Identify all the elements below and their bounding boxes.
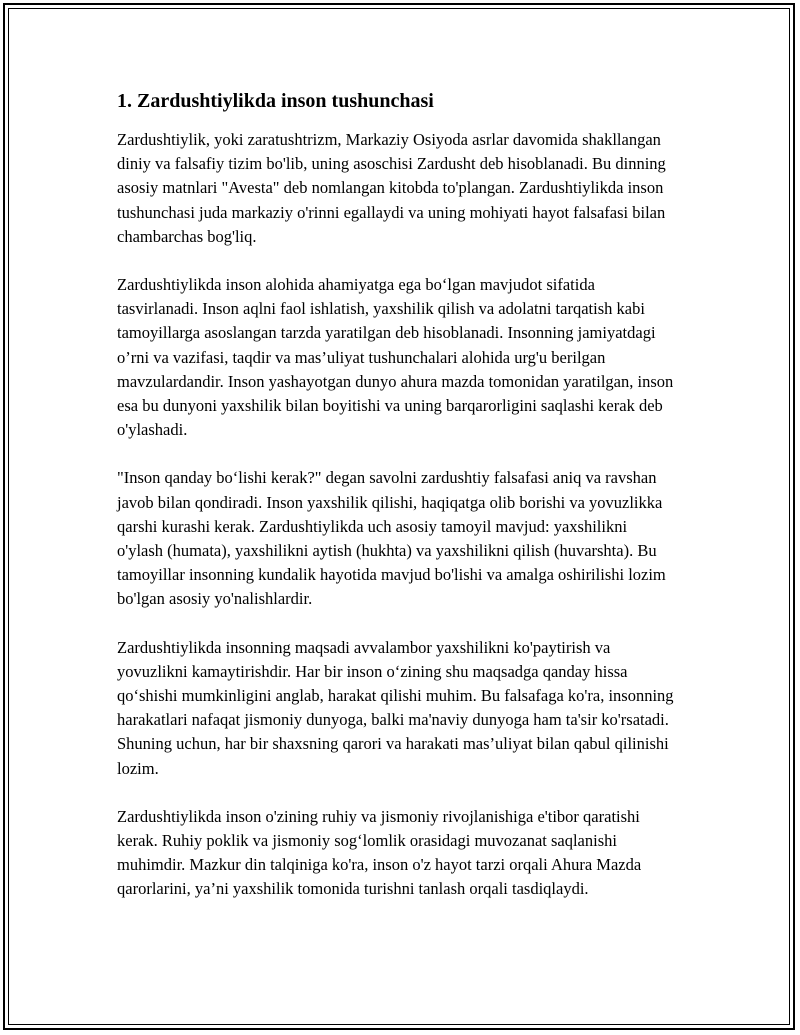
document-body — [117, 88, 677, 926]
paragraph-2: Zardushtiylikda inson alohida ahamiyatga ega bo‘lgan mavjudot sifatida tasvirlanadi. Inson aqlni faol ishlatish, yaxshilik qilish va adolatni tarqatish kabi tamoyillarga asoslangan tarzda yaratilgan deb hisoblanadi. Insonning jamiyatdagi o’rni va vazifasi, taqdir va mas’uliyat tushunchalari alohida urg'u berilgan mavzulardandir. Inson yashayotgan dunyo ahura mazda tomonidan yaratilgan, inson esa bu dunyoni yaxshilik bilan boyitishi va uning barqarorligini saqlashi kerak deb o'ylashadi. — [117, 275, 674, 440]
section-title: 1. Zardushtiylikda inson tushunchasi — [117, 90, 434, 112]
paragraph-5: Zardushtiylikda inson o'zining ruhiy va jismoniy rivojlanishiga e'tibor qaratishi kerak. Ruhiy poklik va jismoniy sog‘lomlik orasidagi muvozanat saqlanishi muhimdir. Mazkur din talqiniga ko'ra, inson o'z hayot tarzi orqali Ahura Mazda qarorlarini, ya’ni yaxshilik tomonida turishni tanlash orqali tasdiqlaydi. — [117, 806, 642, 899]
paragraph-1: Zardushtiylik, yoki zaratushtrizm, Markaziy Osiyoda asrlar davomida shakllangan diniy va falsafiy tizim bo'lib, uning asoschisi Zardusht deb hisoblanadi. Bu dinning asosiy matnlari "Avesta" deb nomlangan kitobda to'plangan. Zardushtiylikda inson tushunchasi juda markaziy o'rinni egallaydi va uning mohiyati hayot falsafasi bilan chambarchas bog'liq. — [117, 130, 666, 246]
paragraph-3: "Inson qanday bo‘lishi kerak?" degan savolni zardushtiy falsafasi aniq va ravshan javob bilan qondiradi. Inson yaxshilik qilishi, haqiqatga olib borishi va yovuzlikka qarshi kurashi kerak. Zardushtiylikda uch asosiy tamoyil mavjud: yaxshilikni o'ylash (humata), yaxshilikni aytish (hukhta) va yaxshilikni qilish (huvarshta). Bu tamoyillar insonning kundalik hayotida mavjud bo'lishi va amalga oshirilishi lozim bo'lgan asosiy yo'nalishlardir. — [117, 468, 666, 609]
paragraph-4: Zardushtiylikda insonning maqsadi avvalambor yaxshilikni ko'paytirish va yovuzlikni kamaytirishdir. Har bir inson o‘zining shu maqsadga qanday hissa qo‘shishi mumkinligini anglab, harakat qilishi muhim. Bu falsafaga ko'ra, insonning harakatlari nafaqat jismoniy dunyoga, balki ma'naviy dunyoga ham ta'sir ko'rsatadi. Shuning uchun, har bir shaxsning qarori va harakati mas’uliyat bilan qabul qilinishi lozim. — [117, 637, 674, 778]
